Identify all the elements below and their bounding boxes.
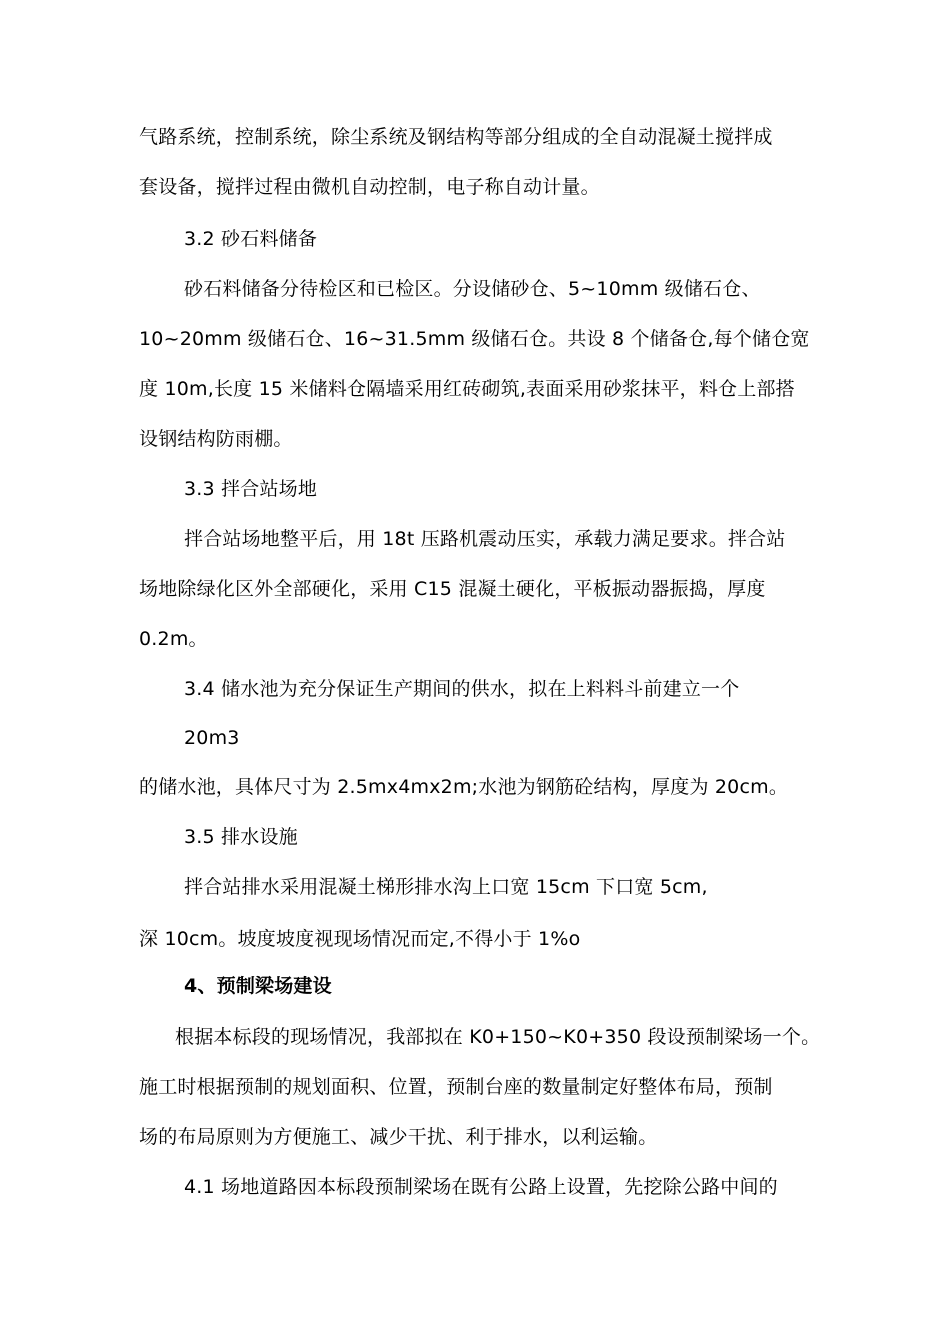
- section-heading-4-1: 4.1 场地道路因本标段预制梁场在既有公路上设置，先挖除公路中间的: [184, 1176, 778, 1198]
- section-heading-3-2: 3.2 砂石料储备: [184, 228, 318, 250]
- paragraph-line: 场的布局原则为方便施工、减少干扰、利于排水，以利运输。: [139, 1126, 658, 1148]
- paragraph-line: 砂石料储备分待检区和已检区。分设储砂仓、5~10mm 级储石仓、: [184, 278, 761, 300]
- section-heading-3-3: 3.3 拌合站场地: [184, 478, 318, 500]
- paragraph-line: 度 10m,长度 15 米储料仓隔墙采用红砖砌筑,表面采用砂浆抹平，料仓上部搭: [139, 378, 795, 400]
- paragraph-line: 套设备，搅拌过程由微机自动控制，电子称自动计量。: [139, 176, 600, 198]
- paragraph-line: 的储水池，具体尺寸为 2.5mx4mx2m;水池为钢筋砼结构，厚度为 20cm。: [139, 776, 789, 798]
- paragraph-line: 10~20mm 级储石仓、16~31.5mm 级储石仓。共设 8 个储备仓,每个储仓宽: [139, 328, 810, 350]
- paragraph-line: 20m3: [184, 727, 240, 749]
- paragraph-line: 设钢结构防雨棚。: [139, 428, 293, 450]
- paragraph-line: 气路系统，控制系统，除尘系统及钢结构等部分组成的全自动混凝土搅拌成: [139, 126, 773, 148]
- section-heading-4: 4、预制梁场建设: [184, 975, 332, 997]
- paragraph-line: 场地除绿化区外全部硬化，采用 C15 混凝土硬化，平板振动器振捣，厚度: [139, 578, 766, 600]
- paragraph-line: 拌合站排水采用混凝土梯形排水沟上口宽 15cm 下口宽 5cm,: [184, 876, 708, 898]
- section-heading-3-5: 3.5 排水设施: [184, 826, 298, 848]
- paragraph-line: 0.2m。: [139, 628, 208, 650]
- paragraph-line: 深 10cm。坡度坡度视现场情况而定,不得小于 1%o: [139, 928, 581, 950]
- paragraph-line: 施工时根据预制的规划面积、位置，预制台座的数量制定好整体布局，预制: [139, 1076, 773, 1098]
- paragraph-line: 根据本标段的现场情况，我部拟在 K0+150~K0+350 段设预制梁场一个。: [175, 1026, 821, 1048]
- section-heading-3-4: 3.4 储水池为充分保证生产期间的供水，拟在上料料斗前建立一个: [184, 678, 740, 700]
- paragraph-line: 拌合站场地整平后，用 18t 压路机震动压实，承载力满足要求。拌合站: [184, 528, 786, 550]
